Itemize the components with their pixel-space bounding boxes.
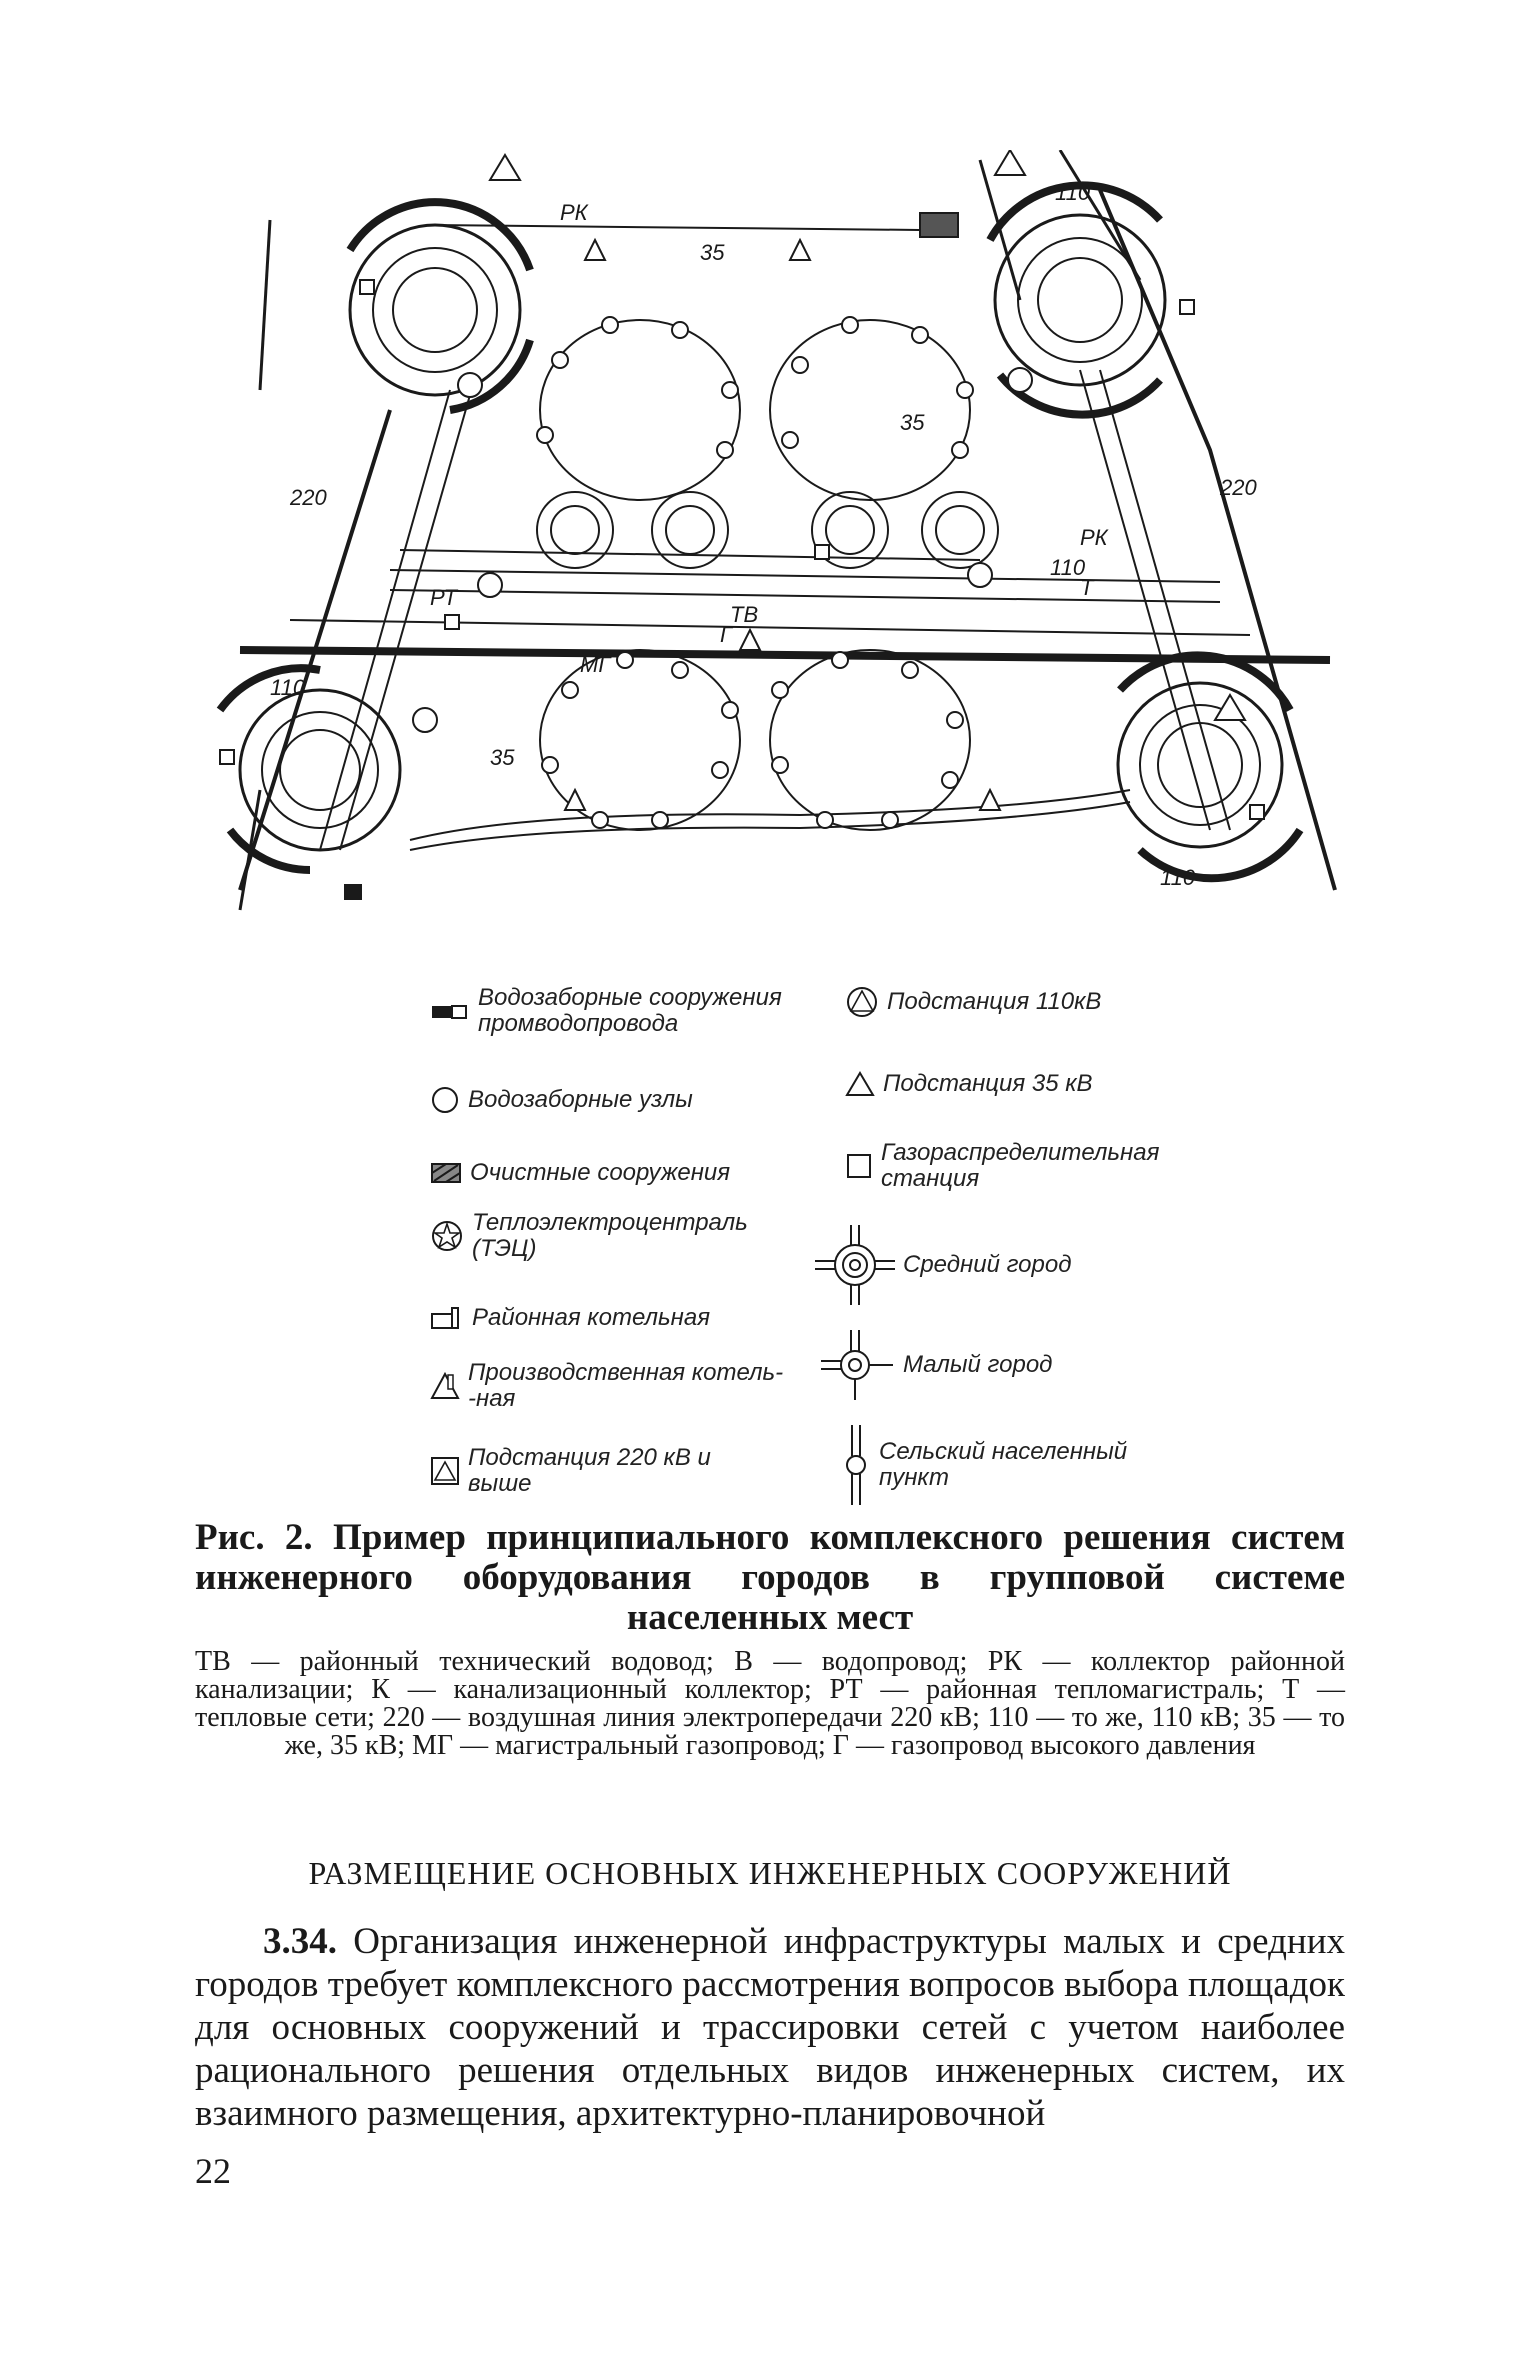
paragraph-text: Организация инженерной инфраструктуры малых и средних городов требует комплексного рассмотрения вопросов выбора площадок для основных сооружений и трассировки сетей с учетом наиболее рационального решения отдельных видов инженерных систем, их взаимного размещения, архитектурно-планировочной	[195, 1921, 1345, 2134]
label-110-top: 110	[1055, 180, 1091, 205]
legend-item-chp-plant	[430, 1210, 748, 1262]
legend-text-substation-35: Подстанция 35 кВ	[883, 1070, 1093, 1097]
figure-caption	[195, 1518, 1345, 1760]
legend-text-medium-city: Средний город	[903, 1251, 1072, 1278]
legend-text-treatment-facility: Очистные сооружения	[470, 1159, 731, 1186]
label-110-bottom: 110	[1160, 865, 1196, 890]
label-tv: ТВ	[730, 602, 759, 627]
rural-settlement-icon	[841, 1425, 871, 1505]
label-rt: РТ	[430, 585, 457, 610]
label-g: Г	[720, 622, 732, 647]
label-110-right: 110	[1050, 555, 1086, 580]
paragraph-number: 3.34.	[263, 1921, 337, 1962]
legend-text-district-boiler: Районная котельная	[472, 1304, 711, 1331]
label-220-left: 220	[290, 485, 327, 510]
diagram-labels	[270, 180, 1257, 890]
small-city-icon	[815, 1330, 895, 1400]
legend-item-district-boiler	[430, 1305, 710, 1331]
legend-text-rural-settlement: Сельский населенный пункт	[879, 1438, 1128, 1491]
city-rings	[220, 185, 1300, 878]
substation-110-icon	[845, 985, 879, 1019]
medium-city-icon	[815, 1225, 895, 1305]
legend-item-industrial-boiler	[430, 1360, 783, 1412]
figure-abbreviations: ТВ — районный технический водовод; В — водопровод; РК — коллектор районной канализации; К — канализационный коллектор; РТ — районная тепломагистраль; Т — тепловые сети; 220 — воздушная линия электропередачи 220 кВ; 110 — то же, 110 кВ; 35 — то же, 35 кВ; МГ — магистральный газопровод; Г — газопровод высокого давления	[195, 1646, 1345, 1761]
industrial-boiler-icon	[430, 1371, 460, 1401]
label-35-center: 35	[900, 410, 925, 435]
label-35-bottom: 35	[490, 745, 515, 770]
label-110-left: 110	[270, 675, 306, 700]
legend-text-small-city: Малый город	[903, 1351, 1053, 1378]
label-rk-right: РК	[1080, 525, 1108, 550]
label-220-right: 220	[1220, 475, 1257, 500]
substation-220-icon	[430, 1456, 460, 1486]
substation-35-icon	[845, 1070, 875, 1098]
legend-item-rural-settlement	[841, 1425, 1127, 1505]
treatment-facility-icon	[430, 1161, 462, 1185]
label-35-top: 35	[700, 240, 725, 265]
gas-station-icon	[845, 1152, 873, 1180]
legend-item-water-intake-pipeline	[430, 985, 782, 1037]
legend-text-substation-220: Подстанция 220 кВ и выше	[468, 1444, 711, 1497]
label-rk-top: РК	[560, 200, 588, 225]
water-intake-pipeline-icon	[430, 1000, 470, 1022]
page-number: 22	[195, 2151, 231, 2191]
label-mg: МГ	[580, 652, 611, 677]
legend-item-substation-220	[430, 1445, 711, 1497]
legend-item-medium-city	[815, 1225, 1071, 1305]
legend-item-small-city	[815, 1330, 1052, 1400]
figure-title-text: Пример принципиального комплексного решения систем инженерного оборудования городов в групповой системе населенных мест	[195, 1517, 1346, 1638]
legend-text-water-intake-pipeline: Водозаборные сооружения промводопровода	[478, 984, 782, 1037]
legend-item-gas-station	[845, 1140, 1159, 1192]
district-boiler-icon	[430, 1306, 464, 1330]
legend-text-industrial-boiler: Производственная котель- -ная	[468, 1359, 784, 1412]
legend-text-substation-110: Подстанция 110кВ	[887, 988, 1102, 1015]
water-intake-node-icon	[430, 1085, 460, 1115]
section-heading: РАЗМЕЩЕНИЕ ОСНОВНЫХ ИНЖЕНЕРНЫХ СООРУЖЕНИЙ	[308, 1855, 1232, 1891]
legend-item-substation-35	[845, 1070, 1093, 1098]
chp-plant-icon	[430, 1219, 464, 1253]
legend-text-gas-station: Газораспределительная станция	[881, 1139, 1160, 1192]
label-t: Т	[1080, 575, 1094, 600]
legend-item-water-intake-node	[430, 1085, 693, 1115]
legend-item-substation-110	[845, 985, 1101, 1019]
body-paragraph	[195, 1920, 1345, 2135]
legend-text-water-intake-node: Водозаборные узлы	[468, 1086, 693, 1113]
engineering-systems-diagram	[200, 150, 1360, 940]
legend-text-chp-plant: Теплоэлектроцентраль (ТЭЦ)	[472, 1209, 748, 1262]
legend-item-treatment-facility	[430, 1160, 730, 1186]
figure-caption-title	[195, 1518, 1345, 1638]
figure-label: Рис. 2.	[195, 1517, 313, 1558]
